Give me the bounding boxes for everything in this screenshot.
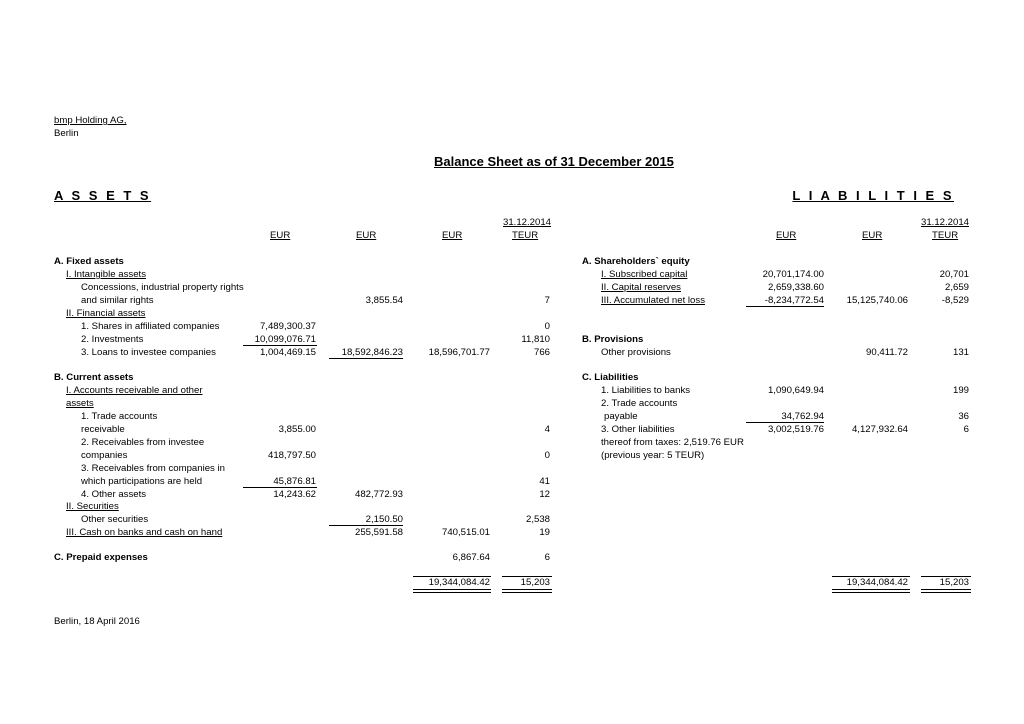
assets-grand-prior: 15,203 [520,577,550,588]
provisions-value: 90,411.72 [866,347,908,358]
receivables-total: 482,772.93 [354,489,403,500]
investee-label-2: companies [81,450,128,461]
net-loss-value: -8,234,772.54 [764,295,824,306]
assets-eur-header-2: EUR [356,230,377,241]
banks-value: 1,090,649.94 [767,385,824,396]
taxes-note: thereof from taxes: 2,519.76 EUR [601,437,744,448]
participations-prior: 41 [539,476,550,487]
investments-prior: 11,810 [521,334,550,345]
fixed-assets-label: A. Fixed assets [54,256,124,267]
liab-grand-total: 19,344,084.42 [846,577,908,588]
current-assets-total: 740,515.01 [441,527,490,538]
trade-receivable-value: 3,855.00 [278,424,316,435]
participations-value: 45,876.81 [273,476,316,487]
shares-label: 1. Shares in affiliated companies [81,321,220,332]
receivables-label-1: I. Accounts receivable and other [66,385,203,396]
provisions-prior: 131 [952,347,969,358]
trade-receivable-prior: 4 [544,424,550,435]
financial-assets-label: II. Financial assets [66,308,146,319]
assets-total-doubleline [413,589,491,593]
liab-eur-header-1: EUR [776,230,797,241]
financial-total-underline [329,358,403,359]
assets-grand-total: 19,344,084.42 [428,577,490,588]
other-liabilities-value: 3,002,519.76 [767,424,824,435]
company-name: bmp Holding AG, [54,115,127,126]
investments-label: 2. Investments [81,334,144,345]
assets-prior-doubleline [502,589,552,593]
loans-value: 1,004,469.15 [259,347,316,358]
current-assets-label: B. Current assets [54,372,134,383]
prepaid-expenses-label: C. Prepaid expenses [54,552,148,563]
liabilities-total: 4,127,932.64 [851,424,908,435]
other-provisions-label: Other provisions [601,347,671,358]
cash-prior: 19 [539,527,550,538]
investments-value: 10,099,076.71 [254,334,316,345]
banks-label: 1. Liabilities to banks [601,385,691,396]
capital-reserves-prior: 2,659 [944,282,969,293]
liab-eur-header-2: EUR [862,230,883,241]
loans-underline [243,345,317,346]
shares-value: 7,489,300.37 [259,321,316,332]
footer-date: Berlin, 18 April 2016 [54,616,140,627]
participations-label-2: which participations are held [81,476,203,487]
concessions-label-2: and similar rights [81,295,154,306]
provisions-label: B. Provisions [582,334,644,345]
assets-eur-header-1: EUR [270,230,291,241]
prepaid-value: 6,867.64 [452,552,490,563]
trade-receivable-label-2: receivable [81,424,125,435]
other-liabilities-label: 3. Other liabilities [601,424,675,435]
shares-prior: 0 [544,321,550,332]
company-city: Berlin [54,128,79,139]
liabilities-label: C. Liabilities [582,372,639,383]
equity-total: 15,125,740.06 [846,295,908,306]
net-loss-underline [746,306,824,307]
concessions-label-1: Concessions, industrial property rights [81,282,244,293]
assets-eur-header-3: EUR [442,230,463,241]
previous-year-note: (previous year: 5 TEUR) [601,450,705,461]
liab-prior-date-header: 31.12.2014 [920,217,969,228]
equity-label: A. Shareholders` equity [582,256,690,267]
participations-label-1: 3. Receivables from companies in [81,463,225,474]
securities-value: 2,150.50 [365,514,403,525]
cash-underline [329,525,403,526]
liab-grand-prior: 15,203 [939,577,969,588]
capital-reserves-label: II. Capital reserves [601,282,681,293]
liab-prior-doubleline [921,589,971,593]
subscribed-capital-label: I. Subscribed capital [601,269,688,280]
investee-prior: 0 [544,450,550,461]
prepaid-prior: 6 [544,552,550,563]
net-loss-label: III. Accumulated net loss [601,295,705,306]
liabilities-heading: L I A B I L I T I E S [792,188,954,203]
securities-prior: 2,538 [525,514,550,525]
concessions-value: 3,855.54 [365,295,403,306]
liab-teur-header: TEUR [932,230,959,241]
net-loss-prior: -8,529 [941,295,969,306]
loans-prior: 766 [533,347,550,358]
trade-payable-prior: 36 [958,411,969,422]
other-securities-label: Other securities [81,514,149,525]
cash-value: 255,591.58 [354,527,403,538]
trade-payable-label-1: 2. Trade accounts [601,398,678,409]
liab-total-doubleline [832,589,910,593]
cash-label: III. Cash on banks and cash on hand [66,527,223,538]
other-assets-label: 4. Other assets [81,489,147,500]
other-liabilities-underline [746,422,824,423]
fixed-assets-total: 18,596,701.77 [428,347,490,358]
assets-heading: A S S E T S [54,188,152,203]
financial-total: 18,592,846.23 [341,347,403,358]
banks-prior: 199 [952,385,969,396]
receivables-label-2: assets [66,398,94,409]
securities-label: II. Securities [66,501,119,512]
concessions-prior: 7 [544,295,550,306]
capital-reserves-value: 2,659,338.60 [767,282,824,293]
assets-prior-date-header: 31.12.2014 [502,217,551,228]
other-assets-value: 14,243.62 [273,489,316,500]
page-title: Balance Sheet as of 31 December 2015 [434,154,674,169]
investee-value: 418,797.50 [267,450,316,461]
trade-receivable-label-1: 1. Trade accounts [81,411,158,422]
other-assets-prior: 12 [539,489,550,500]
other-liabilities-prior: 6 [963,424,969,435]
investee-label-1: 2. Receivables from investee [81,437,205,448]
trade-payable-label-2: payable [604,411,638,422]
intangible-assets-label: I. Intangible assets [66,269,146,280]
assets-teur-header: TEUR [512,230,539,241]
loans-label: 3. Loans to investee companies [81,347,216,358]
trade-payable-value: 34,762.94 [781,411,824,422]
other-assets-underline [243,487,317,488]
subscribed-capital-value: 20,701,174.00 [762,269,824,280]
subscribed-capital-prior: 20,701 [939,269,969,280]
